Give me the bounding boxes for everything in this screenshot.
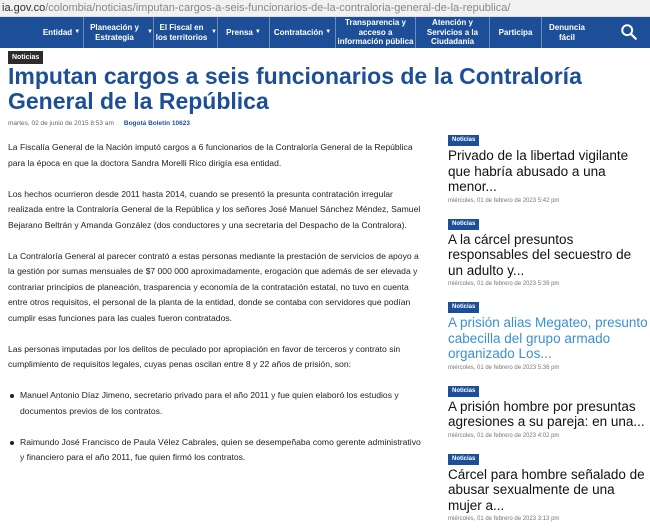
category-badge[interactable]: Noticias [448,454,479,465]
news-card[interactable] [448,379,648,439]
address-bar[interactable] [0,0,650,17]
category-badge[interactable]: Noticias [8,51,43,64]
category-badge[interactable]: Noticias [448,386,479,397]
news-card[interactable] [448,295,648,371]
news-title-link[interactable]: Cárcel para hombre señalado de abusar sexualmente de una mujer a... [448,466,645,513]
news-title-link[interactable]: A prisión hombre por presuntas agresiones a su pareja: en una... [448,398,645,429]
nav-item-transparencia[interactable]: Transparencia y acceso a información pública [336,17,416,48]
news-title-link[interactable]: A la cárcel presuntos responsables del secuestro de un adulto y... [448,231,632,278]
news-card[interactable] [448,447,648,523]
article-paragraph: La Contraloría General al parecer contrató a estas personas mediante la prestación de servicios de apoyo a la gestión por sumas mensuales de $7 000 000 aproximadamente, erogación que además de ser elevada y contrariar principios de planeación, trasparencia y economía de la contratación estatal, no tuvo en cuenta entre otros requisitos, el personal de la planta de la entidad, donde se contaba con servidores que podían cumplir esas funciones para las cuales fueron contratados. [8,250,419,323]
nav-item-denuncia-facil[interactable]: Denuncia fácil [548,23,585,42]
news-card[interactable] [448,128,648,204]
related-news-sidebar [448,128,648,530]
article-meta [8,120,190,127]
article-date: martes, 02 de junio de 2015 8:53 am [8,120,114,127]
imputed-list [8,388,426,466]
article-paragraph: La Fiscalía General de la Nación imputó cargos a 6 funcionarios de la Contraloría General de la República para la época en que la doctora Sandra Morelli Rico dirigía esa entidad. [8,142,413,168]
nav-item-fiscal-territorios[interactable]: El Fiscal en los territorios ▼ [154,17,218,48]
news-date: miércoles, 01 de febrero de 2023 5:36 pm [448,364,560,371]
nav-item-prensa[interactable]: Prensa ▼ [218,17,270,48]
category-badge[interactable]: Noticias [448,135,479,146]
article-paragraph: Las personas imputadas por los delitos de peculado por apropiación en favor de terceros y contrato sin cumplimiento de requisitos legales, cuyas penas oscilan entre 8 y 22 años de prisión, son: [8,343,401,369]
news-date: miércoles, 01 de febrero de 2023 5:42 pm [448,197,560,204]
search-icon[interactable] [620,23,638,41]
list-item: Raimundo José Francisco de Paula Vélez Cabrales, quien se desempeñaba como gerente administrativo y financiero para el año 2011, fue quien firmó los contratos. [20,435,426,466]
chevron-down-icon: ▼ [147,28,153,35]
article-body [8,140,426,481]
url-host: ia.gov.co [2,2,46,14]
news-date: miércoles, 01 de febrero de 2023 5:39 pm [448,281,560,287]
list-item: Manuel Antonio Díaz Jimeno, secretario privado para el año 2011 y fue quien elaboró los estudios y documentos previos de los contratos. [20,388,426,419]
news-title-link[interactable]: A prisión alias Megateo, presunto cabecilla del grupo armado organizado Los... [448,315,648,361]
chevron-down-icon: ▼ [211,28,217,35]
category-badge[interactable]: Noticias [448,302,479,313]
category-badge[interactable]: Noticias [448,219,479,230]
chevron-down-icon: ▼ [74,28,81,35]
chevron-down-icon: ▼ [325,28,332,35]
article-paragraph: Los hechos ocurrieron desde 2011 hasta 2014, cuando se presentó la presunta contratación irregular realizada entre la Contraloría General de la República y los señores José Manuel Sánchez Méndez, Samuel Bejarano Beltrán y Amanda González (dos conductores y una secretaria del Despacho de la Contralora). [8,188,421,230]
main-nav [0,17,650,48]
news-card[interactable] [448,212,648,288]
url-path: /colombia/noticias/imputan-cargos-a-seis-funcionarios-de-la-contraloria-general-de-la-republica/ [45,2,511,14]
news-date: miércoles, 01 de febrero de 2023 3:13 pm [448,516,560,522]
news-date: miércoles, 01 de febrero de 2023 4:02 pm [448,432,560,439]
nav-item-planeacion[interactable]: Planeación y Estrategia ▼ [84,17,154,48]
news-title-link[interactable]: Privado de la libertad vigilante que habría abusado a una menor... [448,148,629,194]
article-bulletin: Bogotá Boletín 10623 [123,120,190,127]
chevron-down-icon: ▼ [254,28,261,35]
article-title: Imputan cargos a seis funcionarios de la Contraloría General de la República [8,63,582,114]
nav-item-atencion-ciudadania[interactable]: Atención y Servicios a la Ciudadanía [416,17,490,48]
nav-item-entidad[interactable]: Entidad ▼ [40,17,84,48]
nav-item-participa[interactable]: Participa [490,17,542,48]
nav-item-contratacion[interactable]: Contratación ▼ [270,17,336,48]
